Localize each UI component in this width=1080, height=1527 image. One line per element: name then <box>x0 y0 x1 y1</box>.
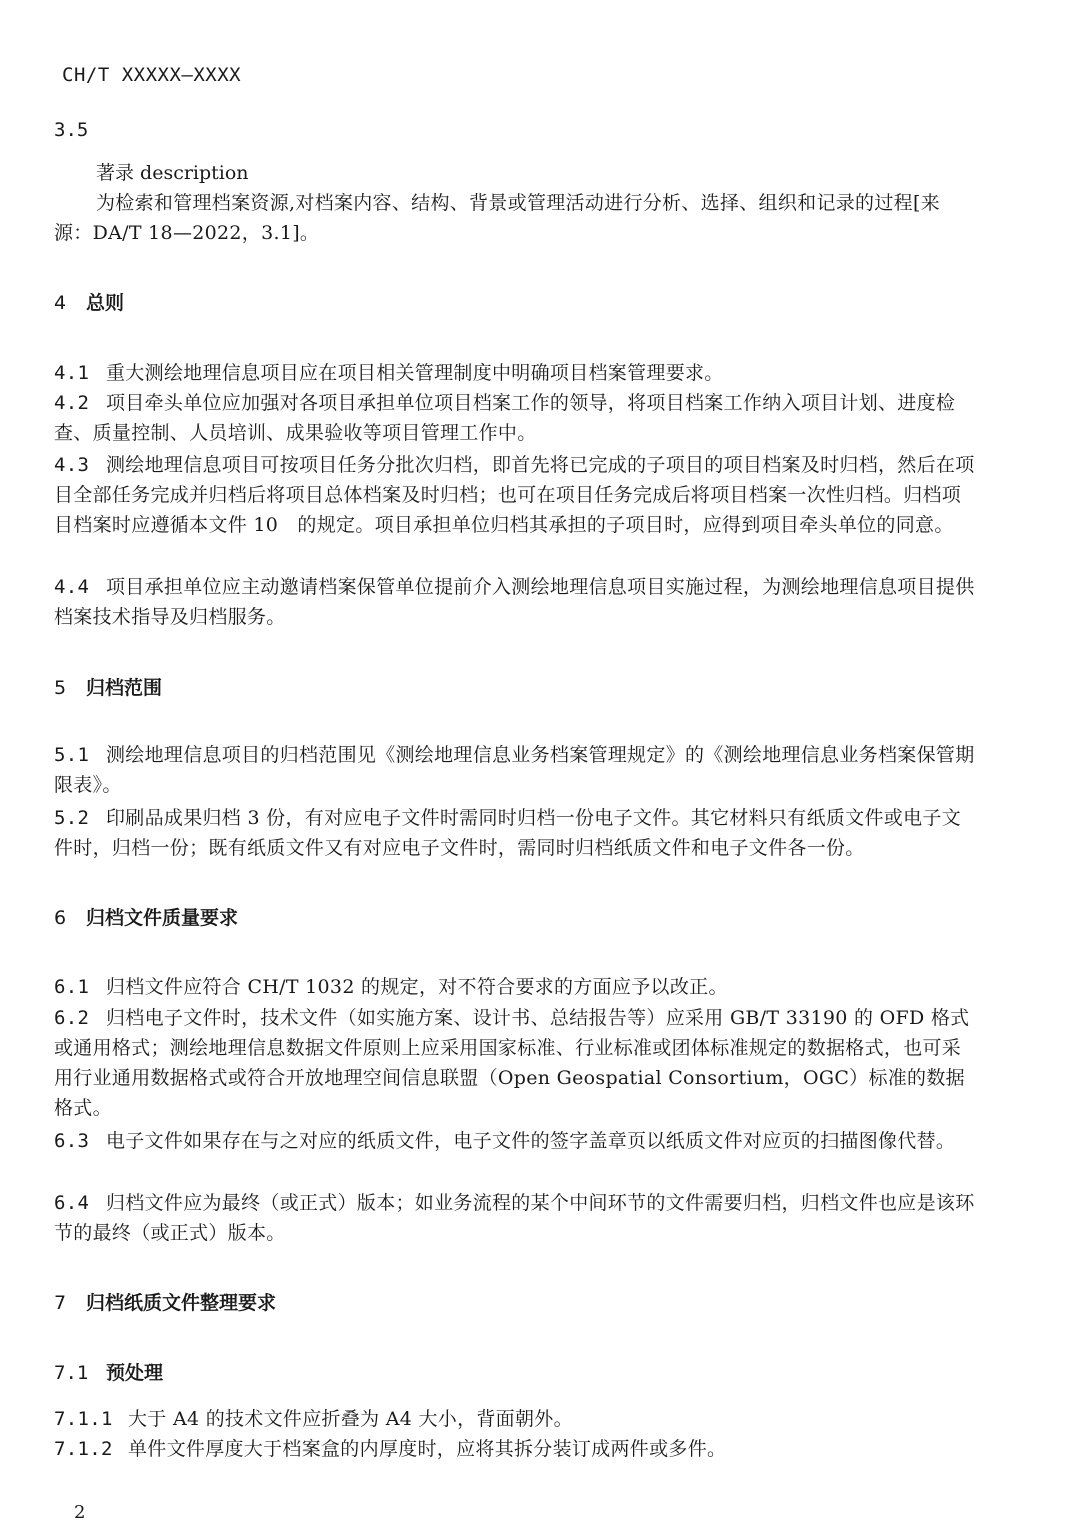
section-heading-4 <box>54 288 978 318</box>
subsection-heading-7-1 <box>54 1358 978 1388</box>
section-number: 6 <box>54 907 67 929</box>
clause-number: 7.1.1 <box>54 1408 113 1430</box>
clause-text: 印刷品成果归档 3 份，有对应电子文件时需同时归档一份电子文件。其它材料只有纸质文件或电子文件时，归档一份；既有纸质文件又有对应电子文件时，需同时归档纸质文件和电子文件各一份。 <box>54 807 961 859</box>
clause-number: 4.3 <box>54 454 90 476</box>
clause-number: 6.1 <box>54 976 90 998</box>
clause-number: 6.4 <box>54 1192 90 1214</box>
page-number: 2 <box>74 1502 86 1523</box>
clause-5-2 <box>54 803 978 863</box>
clause-7-1-2 <box>54 1434 978 1464</box>
clause-number: 5.1 <box>54 744 90 766</box>
clause-text: 归档文件应为最终（或正式）版本；如业务流程的某个中间环节的文件需要归档，归档文件也应是该环节的最终（或正式）版本。 <box>54 1192 975 1244</box>
clause-text: 单件文件厚度大于档案盒的内厚度时，应将其拆分装订成两件或多件。 <box>128 1438 727 1460</box>
clause-number: 6.2 <box>54 1007 90 1029</box>
term-name: 著录 description <box>96 162 249 184</box>
clause-number: 4.2 <box>54 392 90 414</box>
standard-code: CH/T XXXXX—XXXX <box>62 64 242 86</box>
clause-4-2 <box>54 388 978 448</box>
clause-5-1 <box>54 740 978 800</box>
section-heading-7 <box>54 1288 978 1318</box>
section-number: 5 <box>54 677 67 699</box>
subsection-title: 预处理 <box>106 1362 164 1384</box>
clause-6-3 <box>54 1126 978 1156</box>
section-title: 归档范围 <box>86 677 163 699</box>
term-number: 3.5 <box>54 119 89 141</box>
clause-number: 6.3 <box>54 1130 90 1152</box>
clause-4-1 <box>54 358 978 388</box>
section-heading-6 <box>54 903 978 933</box>
section-title: 归档纸质文件整理要求 <box>86 1292 277 1314</box>
clause-text: 项目承担单位应主动邀请档案保管单位提前介入测绘地理信息项目实施过程，为测绘地理信息项目提供档案技术指导及归档服务。 <box>54 576 975 628</box>
clause-number: 5.2 <box>54 807 90 829</box>
clause-7-1-1 <box>54 1404 978 1434</box>
clause-6-4 <box>54 1188 978 1248</box>
clause-text: 电子文件如果存在与之对应的纸质文件，电子文件的签字盖章页以纸质文件对应页的扫描图像代替。 <box>106 1130 956 1152</box>
section-title: 总则 <box>86 292 125 314</box>
clause-4-3 <box>54 450 978 540</box>
clause-text: 重大测绘地理信息项目应在项目相关管理制度中明确项目档案管理要求。 <box>106 362 724 384</box>
clause-6-1 <box>54 972 978 1002</box>
clause-number: 4.1 <box>54 362 90 384</box>
section-title: 归档文件质量要求 <box>86 907 239 929</box>
section-number: 4 <box>54 292 67 314</box>
clause-text: 测绘地理信息项目可按项目任务分批次归档，即首先将已完成的子项目的项目档案及时归档，然后在项目全部任务完成并归档后将项目总体档案及时归档；也可在项目任务完成后将项目档案一次性归档。归档项目档案时应遵循本文件 10 的规定。项目承担单位归档其承担的子项目时，应得到项目牵头单位的同意。 <box>54 454 975 536</box>
clause-text: 归档文件应符合 CH/T 1032 的规定，对不符合要求的方面应予以改正。 <box>106 976 728 998</box>
clause-6-2 <box>54 1003 978 1123</box>
subsection-number: 7.1 <box>54 1362 89 1384</box>
section-number: 7 <box>54 1292 67 1314</box>
clause-text: 归档电子文件时，技术文件（如实施方案、设计书、总结报告等）应采用 GB/T 33190 的 OFD 格式或通用格式；测绘地理信息数据文件原则上应采用国家标准、行业标准或团体标准规定的数据格式，也可采用行业通用数据格式或符合开放地理空间信息联盟（Open Geospatial Consortium，OGC）标准的数据格式。 <box>54 1007 970 1119</box>
clause-4-4 <box>54 572 978 632</box>
section-heading-5 <box>54 673 978 703</box>
clause-number: 4.4 <box>54 576 90 598</box>
clause-text: 测绘地理信息项目的归档范围见《测绘地理信息业务档案管理规定》的《测绘地理信息业务档案保管期限表》。 <box>54 744 975 796</box>
clause-text: 大于 A4 的技术文件应折叠为 A4 大小，背面朝外。 <box>128 1408 573 1430</box>
clause-text: 项目牵头单位应加强对各项目承担单位项目档案工作的领导，将项目档案工作纳入项目计划、进度检查、质量控制、人员培训、成果验收等项目管理工作中。 <box>54 392 956 444</box>
clause-number: 7.1.2 <box>54 1438 113 1460</box>
term-definition: 为检索和管理档案资源,对档案内容、结构、背景或管理活动进行分析、选择、组织和记录的过程[来源：DA/T 18—2022，3.1]。 <box>54 192 940 244</box>
